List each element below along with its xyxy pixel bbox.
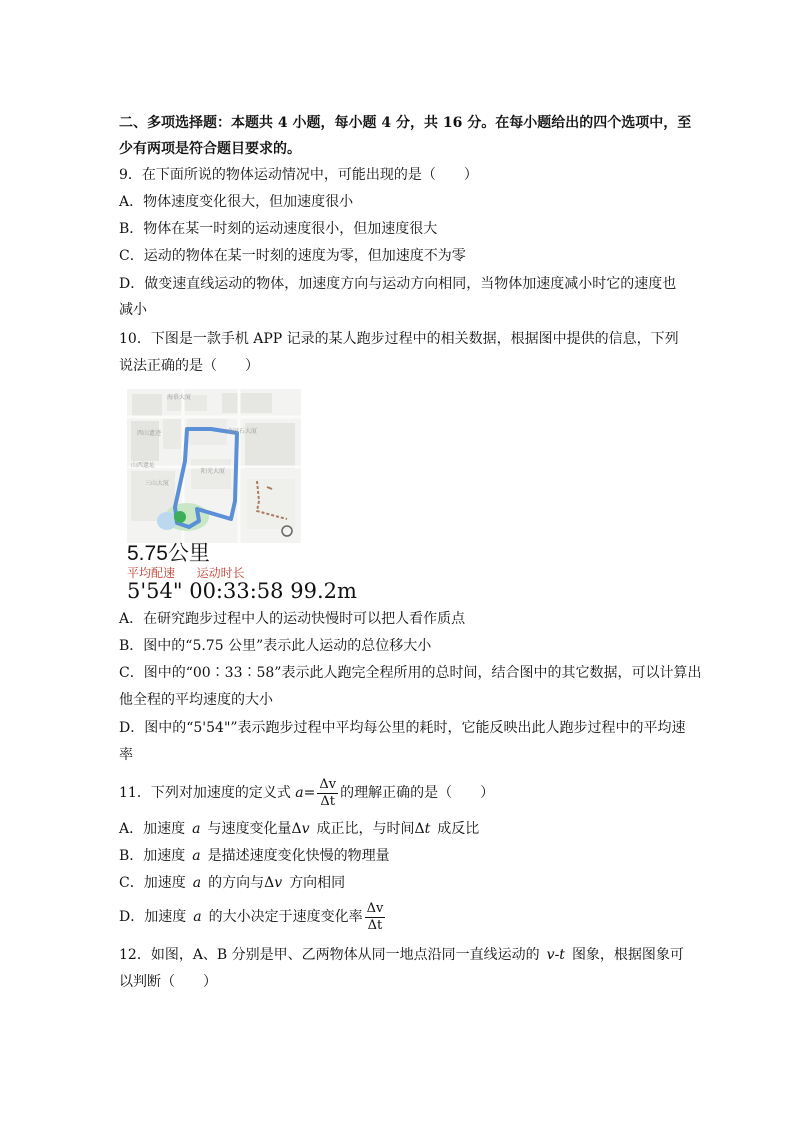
fraction-numerator: Δv — [366, 900, 384, 916]
q9-option-d-line2: 减小 — [119, 302, 147, 318]
running-route-map — [127, 389, 301, 543]
map-block — [247, 479, 295, 529]
value-elevation: 99.2m — [290, 579, 357, 603]
section-title-line1: 二、多项选择题：本题共 4 小题，每小题 4 分，共 16 分。在每小题给出的四个选项中，至 — [119, 115, 692, 131]
fraction-numerator: Δv — [319, 776, 337, 792]
q10-option-d-line2: 率 — [119, 747, 133, 763]
value-average-pace: 5'54" — [127, 579, 183, 603]
q11-a-text: A．加速度 — [119, 821, 186, 837]
start-marker-icon — [174, 511, 186, 523]
q11-stem-suffix: 的理解正确的是（ ） — [340, 785, 495, 801]
q11-a-text: 成正比，与时间Δ — [316, 821, 425, 837]
q9-option-d-line1: D．做变速直线运动的物体，加速度方向与运动方向相同，当物体加速度减小时它的速度也 — [119, 276, 677, 292]
map-block — [222, 393, 272, 413]
q12-stem-line2: 以判断（ ） — [119, 974, 217, 990]
stats-values — [127, 578, 357, 604]
label-average-pace: 平均配速 — [127, 566, 176, 580]
q11-option-d — [119, 900, 387, 934]
map-block — [131, 421, 159, 461]
map-label: 三山大厦 — [145, 480, 170, 487]
q11-stem-prefix: 11．下列对加速度的定义式 — [119, 785, 291, 801]
q10-stem-line1: 10．下图是一款手机 APP 记录的某人跑步过程中的相关数据，根据图中提供的信息，下列 — [119, 331, 679, 347]
q11-d-fraction — [365, 901, 386, 934]
q11-c-text: 方向相同 — [289, 875, 346, 891]
map-label: 海慕大厦 — [167, 394, 192, 401]
q11-a-var: t — [424, 821, 431, 837]
q11-b-text: B．加速度 — [119, 848, 186, 864]
q11-a-text: 与速度变化量Δ — [207, 821, 302, 837]
q11-c-var: a — [192, 875, 202, 891]
map-block — [163, 419, 181, 449]
q12-var: v-t — [546, 947, 565, 963]
q11-d-var: a — [193, 909, 202, 925]
section-title-line2: 少有两项是符合题目要求的。 — [119, 141, 301, 157]
q11-b-var: a — [192, 848, 201, 864]
q10-option-a: A．在研究跑步过程中人的运动快慢时可以把人看作质点 — [119, 611, 466, 627]
q11-d-text: 的大小决定于速度变化率 — [208, 909, 363, 925]
q12-stem-line1 — [119, 945, 684, 965]
map-graphic — [127, 389, 301, 543]
q11-a-text: 成反比 — [437, 821, 480, 837]
q10-option-c-line2: 他全程的平均速度的大小 — [119, 692, 273, 708]
q11-d-text: D．加速度 — [119, 909, 187, 925]
q9-stem: 9．在下面所说的物体运动情况中，可能出现的是（ ） — [119, 167, 478, 183]
q11-a-var: v — [301, 821, 310, 837]
q11-c-var: v — [274, 875, 283, 891]
label-duration: 运动时长 — [196, 566, 245, 580]
map-block — [132, 394, 162, 416]
q11-stem — [119, 776, 494, 810]
map-label: 阳光大厦 — [201, 468, 226, 475]
q12-text: 图象，根据图象可 — [571, 947, 684, 963]
q11-formula-lhs: a= — [295, 785, 316, 801]
q10-option-c-line1: C．图中的“00∶33∶58”表示此人跑完全程所用的总时间，结合图中的其它数据，可以计算出 — [119, 665, 702, 681]
q11-formula-fraction — [317, 777, 338, 810]
q11-option-c — [119, 873, 345, 893]
map-label: 金冠石大厦 — [227, 428, 258, 435]
q10-stem-line2: 说法正确的是（ ） — [119, 358, 259, 374]
q11-b-text: 是描述速度变化快慢的物理量 — [207, 848, 390, 864]
fraction-denominator: Δt — [367, 917, 383, 933]
q11-a-var: a — [192, 821, 201, 837]
value-duration: 00:33:58 — [189, 579, 284, 603]
q9-option-c: C．运动的物体在某一时刻的速度为零，但加速度不为零 — [119, 248, 466, 264]
q11-c-text: C．加速度 — [119, 875, 186, 891]
q11-c-text: 的方向与Δ — [208, 875, 275, 891]
q11-option-b — [119, 846, 390, 866]
q12-text: 12．如图，A、B 分别是甲、乙两物体从同一地点沿同一直线运动的 — [119, 947, 540, 963]
run-distance: 5.75公里 — [127, 542, 210, 565]
map-label: 西山遗迹 — [137, 430, 162, 437]
q9-option-a: A．物体速度变化很大，但加速度很小 — [119, 194, 354, 210]
q11-option-a — [119, 819, 479, 839]
fraction-denominator: Δt — [320, 793, 336, 809]
map-label: 山西遗址 — [131, 462, 156, 469]
q10-option-b: B．图中的“5.75 公里”表示此人运动的总位移大小 — [119, 638, 432, 654]
q9-option-b: B．物体在某一时刻的运动速度很小，但加速度很大 — [119, 221, 438, 237]
q10-option-d-line1: D．图中的“5'54"”表示跑步过程中平均每公里的耗时，它能反映出此人跑步过程中的平均速 — [119, 720, 686, 736]
